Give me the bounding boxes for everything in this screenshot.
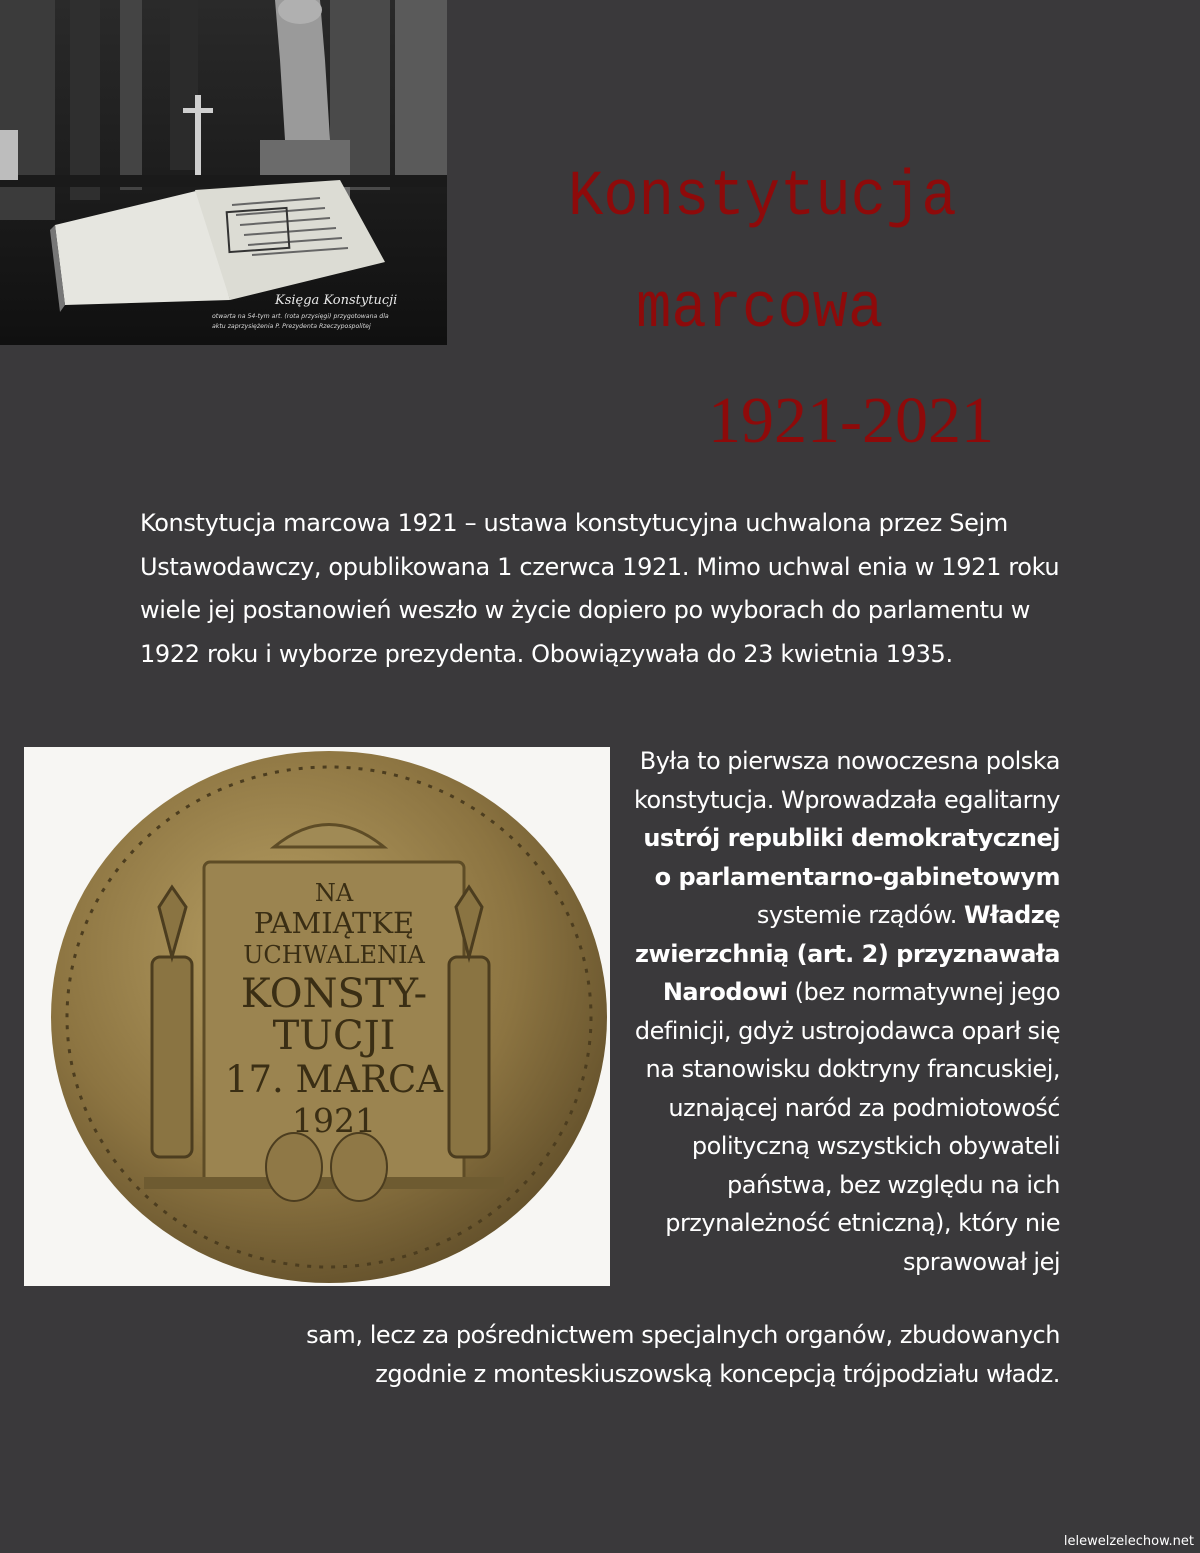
commemorative-medal-photo — [24, 747, 610, 1286]
title-line-1: Konstytucja — [568, 162, 957, 234]
medal-inscription-line: 1921 — [292, 1101, 376, 1140]
photo-caption-line: otwarta na 54-tym art. (rota przysięgi) przygotowana dla — [212, 313, 389, 320]
constitution-book-illustration — [0, 0, 447, 345]
body-text: systemie rządów. — [756, 901, 964, 929]
body-text: Była to pierwsza nowoczesna polska konstytucja. Wprowadzała egalitarny — [633, 747, 1060, 814]
medal-inscription-line: TUCJI — [272, 1013, 396, 1059]
medal-inscription-line: PAMIĄTKĘ — [253, 906, 415, 940]
constitution-book-photo — [0, 0, 447, 345]
body-line: sam, lecz za pośrednictwem specjalnych organów, zbudowanych — [306, 1321, 1060, 1349]
intro-paragraph: Konstytucja marcowa 1921 – ustawa konstytucyjna uchwalona przez Sejm Ustawodawczy, opublikowana 1 czerwca 1921. Mimo uchwal enia w 1921 roku wiele jej postanowień weszło w życie dopiero po wyborach do parlamentu w 1922 roku i wyborze prezydenta. Obowiązywała do 23 kwietnia 1935. — [140, 509, 1060, 668]
body-line: zgodnie z monteskiuszowską koncepcją trójpodziału władz. — [375, 1359, 1060, 1388]
body-paragraph — [620, 742, 1060, 1281]
photo-caption-title: Księga Konstytucji — [275, 293, 398, 308]
medal-inscription-line: 17. MARCA — [224, 1058, 444, 1101]
photo-caption-line: aktu zaprzysiężenia P. Prezydenta Rzeczypospolitej — [212, 323, 371, 330]
site-watermark: lelewelzelechow.net — [1063, 1534, 1194, 1549]
body-text-column — [620, 742, 1060, 1281]
body-bold-text: ustrój republiki demokratycznej o parlamentarno-gabinetowym — [643, 824, 1060, 891]
body-text: (bez normatywnej jego definicji, gdyż ustrojodawca oparł się na stanowisku doktryny francuskiej, uznającej naród za podmiotowość polityczną wszystkich obywateli państwa, bez względu na ich przynależność etniczną), który nie sprawował jej — [634, 978, 1060, 1276]
body-bold-text: Władzę zwierzchnią (art. 2) przyznawała Narodowi — [635, 901, 1060, 1006]
medal-inscription-line: KONSTY- — [240, 971, 428, 1017]
medal-inscription-line: UCHWALENIA — [243, 941, 425, 969]
title-line-2: marcowa — [636, 274, 884, 346]
title-years: 1921-2021 — [708, 384, 994, 457]
body-text-continuation — [200, 1316, 1060, 1393]
intro-text — [140, 502, 1070, 676]
medal-inscription-line: NA — [314, 879, 354, 907]
medal-illustration — [24, 747, 610, 1286]
